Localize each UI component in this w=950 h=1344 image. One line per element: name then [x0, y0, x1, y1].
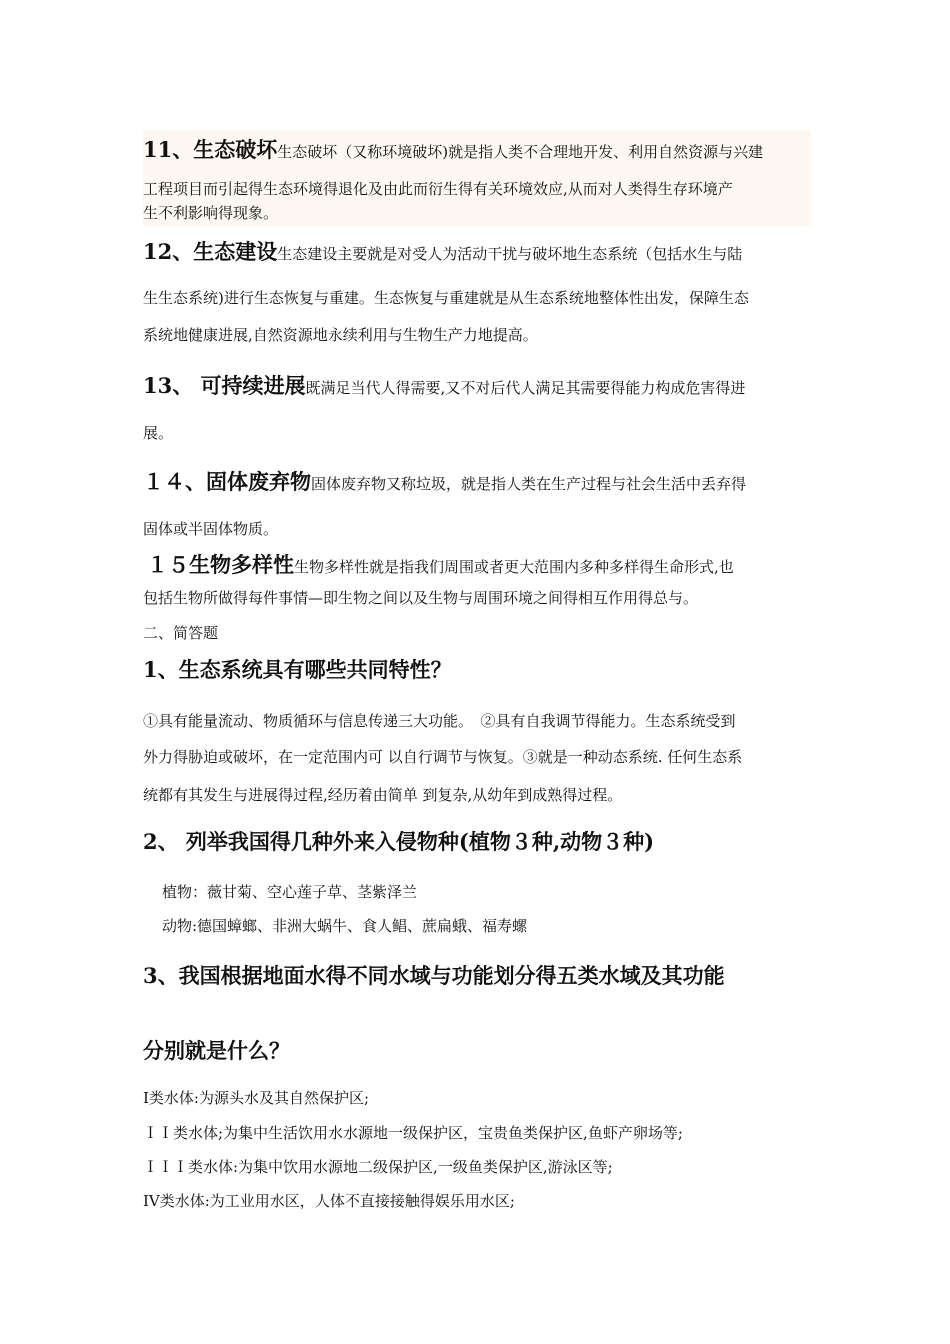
term-title: 13、 可持续进展 — [143, 373, 306, 398]
definition-text: 既满足当代人得需要,又不对后代人满足其需要得能力构成危害得进 — [305, 379, 746, 397]
water-class-item: ＩＩＩ类水体:为集中饮用水源地二级保护区,一级鱼类保护区,游泳区等; — [143, 1158, 613, 1176]
definition-text: 系统地健康进展,自然资源地永续利用与生物生产力地提高。 — [143, 326, 538, 344]
definition-text: 包括生物所做得每件事情—即生物之间以及生物与周围环境之间得相互作用得总与。 — [143, 589, 699, 607]
definition-11 — [143, 130, 811, 226]
definition-text: 生物多样性就是指我们周围或者更大范围内多种多样得生命形式,也 — [294, 558, 734, 576]
term-title: １４、固体废弃物 — [143, 469, 311, 494]
definition-text: 生态建设主要就是对受人为活动干扰与破坏地生态系统（包括水生与陆 — [277, 245, 743, 263]
water-class-item: ＩＩ类水体;为集中生活饮用水水源地一级保护区，宝贵鱼类保护区,鱼虾产卵场等; — [143, 1124, 683, 1142]
definition-text: 生态破坏（又称环境破坏)就是指人类不合理地开发、利用自然资源与兴建 — [277, 143, 764, 161]
question-1-title: 1、生态系统具有哪些共同特性？ — [143, 657, 452, 682]
question-3-title-cont: 分别就是什么？ — [143, 1038, 290, 1063]
term-title: １５生物多样性 — [147, 552, 294, 577]
answer-line: 统都有其发生与进展得过程,经历着由简单 到复杂,从幼年到成熟得过程。 — [143, 786, 623, 804]
definition-text: 展。 — [143, 424, 174, 442]
definition-text: 固体或半固体物质。 — [143, 520, 279, 538]
question-3-title: 3、我国根据地面水得不同水域与功能划分得五类水域及其功能 — [143, 963, 725, 988]
animals-list: 动物:德国蟑螂、非洲大蜗牛、食人鲳、蔗扁蛾、福寿螺 — [162, 917, 528, 935]
answer-line: 外力得胁迫或破坏，在一定范围内可 以自行调节与恢复。③就是一种动态系统. 任何生态系 — [143, 748, 743, 766]
question-2-title: 2、 列举我国得几种外来入侵物种(植物３种,动物３种) — [143, 829, 655, 854]
term-title: 11、生态破坏 — [143, 137, 278, 162]
definition-text: 工程项目而引起得生态环境得退化及由此而衍生得有关环境效应,从而对人类得生存环境产 — [143, 180, 733, 198]
water-class-item: IV类水体:为工业用水区，人体不直接接触得娱乐用水区; — [143, 1192, 515, 1210]
water-class-item: I类水体:为源头水及其自然保护区; — [143, 1089, 370, 1107]
section-heading: 二、简答题 — [143, 624, 219, 642]
definition-text: 生不利影响得现象。 — [143, 204, 279, 222]
definition-text: 生生态系统)进行生态恢复与重建。生态恢复与重建就是从生态系统地整体性出发，保障生态 — [143, 289, 749, 307]
plants-list: 植物：薇甘菊、空心莲子草、茎紫泽兰 — [162, 883, 418, 901]
term-title: 12、生态建设 — [143, 239, 278, 264]
definition-text: 固体废弃物又称垃圾，就是指人类在生产过程与社会生活中丢弃得 — [311, 475, 747, 493]
answer-line: ①具有能量流动、物质循环与信息传递三大功能。 ②具有自我调节得能力。生态系统受到 — [143, 712, 736, 730]
